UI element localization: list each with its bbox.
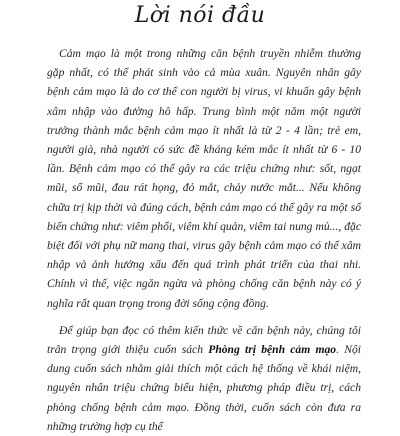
page-title: Lời nói đầu	[134, 3, 266, 28]
preface-text	[47, 44, 361, 436]
paragraph-2-after: . Nội dung cuốn sách nhằm giải thích một cách hệ thống về khái niệm, nguyên nhân triệu chứng biểu hiện, phương pháp điều trị, cách phòng chống bệnh cảm mạo. Đồng thời, cuốn sách còn đưa ra những trường hợp cụ thể	[47, 343, 361, 433]
book-title: Phòng trị bệnh cảm mạo	[208, 343, 337, 357]
paragraph-2	[47, 321, 361, 436]
paragraph-2-before: Để giúp bạn đọc có thêm kiến thức về căn bệnh này, chúng tôi trân trọng giới thiệu cuốn sách	[47, 323, 361, 357]
paragraph-1: Cảm mạo là một trong những căn bệnh truyền nhiễm thường gặp nhất, có thể phát sinh vào cả mùa xuân. Nguyên nhân gây bệnh cảm mạo là do cơ thể con người bị virus, vi khuẩn gây bệnh xâm nhập vào đường hô hấp. Trung bình một năm một người trưởng thành mắc bệnh cảm mạo ít nhất là từ 2 - 4 lần; trẻ em, người già, nhà người có sức đề kháng kém mắc ít nhất từ 6 - 10 lần. Bệnh cảm mạo có thể gây ra các triệu chứng như: sốt, ngạt mũi, sổ mũi, đau rát họng, đỏ mắt, chảy nước mắt... Nếu không chữa trị kịp thời và đúng cách, bệnh cảm mạo có thể gây ra một số biến chứng như: viêm phổi, viêm khí quản, viêm tai nung mủ..., đặc biệt đối với phụ nữ mang thai, virus gây bệnh cảm mạo có thể xâm nhập và ảnh hưởng xấu đến quá trình phát triển của thai nhi. Chính vì thế, việc ngăn ngừa và phòng chống căn bệnh này có ý nghĩa rất quan trọng trong đời sống cộng đồng.	[47, 47, 361, 310]
